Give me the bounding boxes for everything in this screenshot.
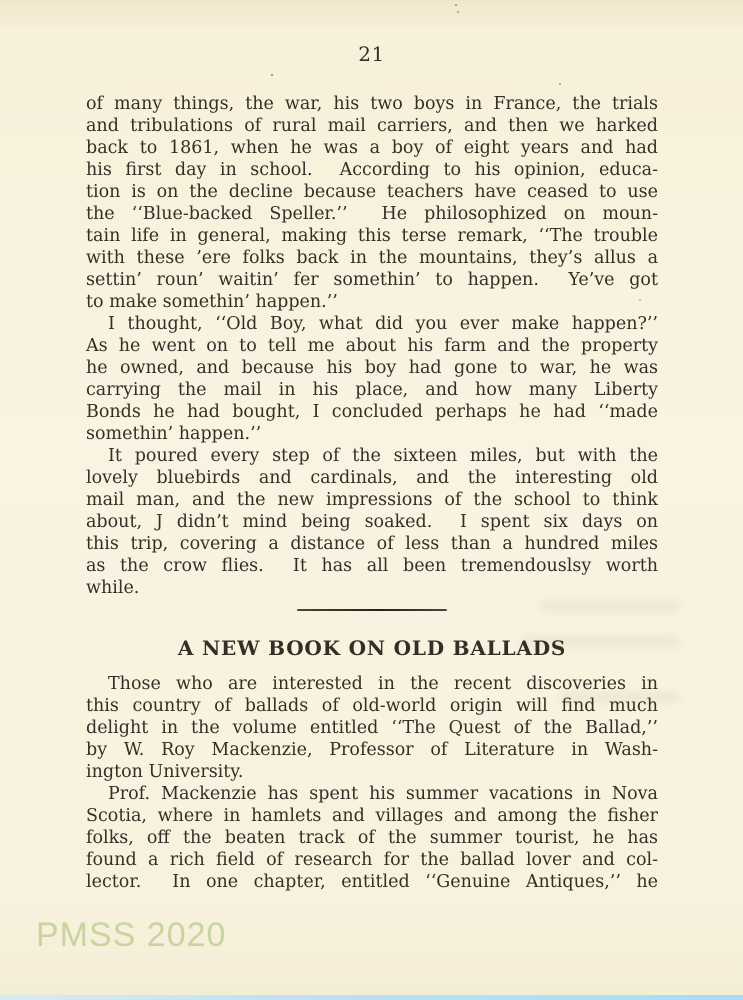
text-line: about, J didn’t mind being soaked. I spent six days on <box>86 512 658 532</box>
paragraph <box>86 93 658 313</box>
text-line: Scotia, where in hamlets and villages and among the fisher <box>86 806 658 826</box>
continued-paragraphs <box>86 93 658 599</box>
text-line: It poured every step of the sixteen miles, but with the <box>108 446 658 466</box>
text-line: tain life in general, making this terse remark, ‘‘The trouble <box>86 226 658 246</box>
text-line: lovely bluebirds and cardinals, and the interesting old <box>86 468 658 488</box>
text-line: back to 1861, when he was a boy of eight years and had <box>86 138 658 158</box>
text-line: as the crow flies. It has all been tremendouslsy worth <box>86 556 658 576</box>
scanner-edge-strip <box>0 995 743 1000</box>
text-block <box>86 93 658 893</box>
watermark: PMSS 2020 <box>36 916 227 954</box>
section-paragraphs <box>86 673 658 893</box>
section-heading: A NEW BOOK ON OLD BALLADS <box>177 636 567 660</box>
text-line: found a rich field of research for the ballad lover and col- <box>86 850 658 870</box>
text-line: he owned, and because his boy had gone to war, he was <box>86 358 658 378</box>
text-line: this trip, covering a distance of less than a hundred miles <box>86 534 658 554</box>
text-line: Prof. Mackenzie has spent his summer vacations in Nova <box>108 784 658 804</box>
paragraph <box>86 673 658 783</box>
text-line: settin’ roun’ waitin’ fer somethin’ to happen. Ye’ve got <box>86 270 658 290</box>
text-line: ington University. <box>86 762 244 782</box>
text-line: while. <box>86 578 140 598</box>
text-line: folks, off the beaten track of the summer tourist, he has <box>86 828 658 848</box>
text-line: carrying the mail in his place, and how many Liberty <box>86 380 658 400</box>
text-line: and tribulations of rural mail carriers, and then we harked <box>86 116 658 136</box>
text-line: I thought, ‘‘Old Boy, what did you ever make happen?’’ <box>108 314 658 334</box>
text-line: by W. Roy Mackenzie, Professor of Literature in Wash- <box>86 740 658 760</box>
paragraph <box>86 445 658 599</box>
text-line: delight in the volume entitled ‘‘The Quest of the Ballad,’’ <box>86 718 658 738</box>
text-line: the ‘‘Blue-backed Speller.’’ He philosophized on moun- <box>86 204 658 224</box>
text-line: with these ’ere folks back in the mountains, they’s allus a <box>86 248 658 268</box>
text-line: Bonds he had bought, I concluded perhaps he had ‘‘made <box>86 402 658 422</box>
text-line: mail man, and the new impressions of the school to think <box>86 490 658 510</box>
text-line: his first day in school. According to his opinion, educa- <box>86 160 658 180</box>
text-line: somethin’ happen.’’ <box>86 424 262 444</box>
paragraph <box>86 313 658 445</box>
text-line: tion is on the decline because teachers have ceased to use <box>86 182 658 202</box>
paragraph <box>86 783 658 893</box>
text-line: this country of ballads of old-world origin will find much <box>86 696 658 716</box>
text-line: to make somethin’ happen.’’ <box>86 292 338 312</box>
section-divider <box>297 609 447 611</box>
page-number: 21 <box>358 42 385 66</box>
text-line: lector. In one chapter, entitled ‘‘Genuine Antiques,’’ he <box>86 872 658 892</box>
text-line: Those who are interested in the recent discoveries in <box>108 674 658 694</box>
text-line: As he went on to tell me about his farm and the property <box>86 336 658 356</box>
text-line: of many things, the war, his two boys in France, the trials <box>86 94 658 114</box>
